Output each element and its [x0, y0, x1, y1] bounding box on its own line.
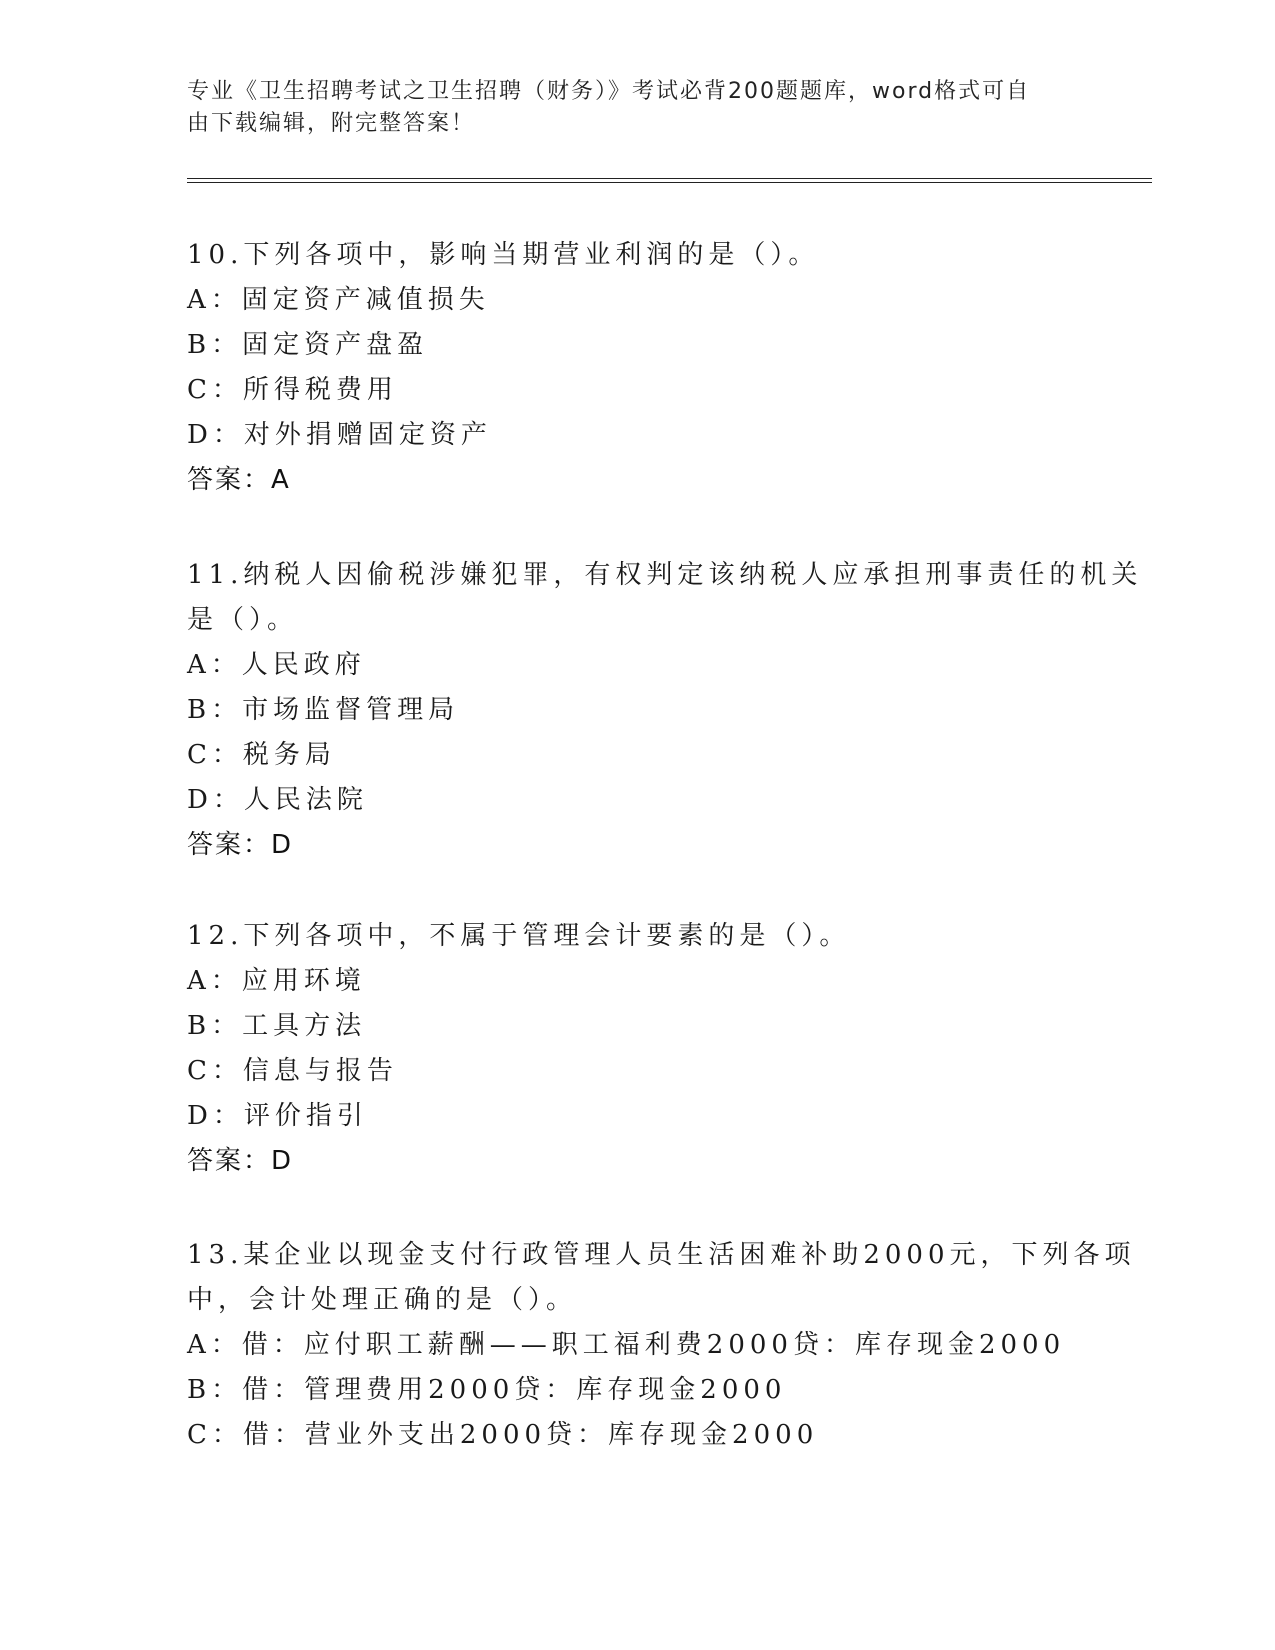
option-d: D：对外捐赠固定资产: [187, 420, 492, 450]
question-stem-line: 11.纳税人因偷税涉嫌犯罪，有权判定该纳税人应承担刑事责任的机关: [187, 560, 1143, 590]
option-b: B：借：管理费用2000贷：库存现金2000: [187, 1375, 787, 1405]
question-stem: [187, 914, 1067, 959]
option-a: A：应用环境: [187, 966, 366, 996]
option-c: C：税务局: [187, 740, 336, 770]
question-stem: [187, 233, 1067, 278]
question-stem: [187, 553, 1143, 643]
option-d: D：人民法院: [187, 785, 368, 815]
question-stem-line: 13.某企业以现金支付行政管理人员生活困难补助2000元，下列各项: [187, 1240, 1136, 1270]
option-c: C：借：营业外支出2000贷：库存现金2000: [187, 1420, 819, 1450]
question-13: [187, 1233, 1136, 1458]
header-line-2: 由下载编辑，附完整答案！: [187, 111, 476, 136]
option-d: D：评价指引: [187, 1101, 368, 1131]
question-stem-line: 10.下列各项中，影响当期营业利润的是（）。: [187, 240, 820, 270]
answer-label: 答案：D: [187, 1146, 294, 1176]
question-12: [187, 914, 1067, 1184]
question-11: [187, 553, 1143, 868]
document-header: [187, 76, 1057, 140]
answer-label: 答案：A: [187, 465, 291, 495]
question-stem: [187, 1233, 1136, 1323]
answer-label: 答案：D: [187, 830, 294, 860]
option-b: B：市场监督管理局: [187, 695, 460, 725]
option-b: B：工具方法: [187, 1011, 367, 1041]
header-line-1: 专业《卫生招聘考试之卫生招聘（财务）》考试必背200题题库，word格式可自: [187, 79, 1031, 104]
option-a: A：借：应付职工薪酬——职工福利费2000贷：库存现金2000: [187, 1330, 1066, 1360]
header-divider-bottom: [187, 182, 1152, 183]
header-divider-top: [187, 178, 1152, 179]
question-10: [187, 233, 1067, 503]
option-c: C：信息与报告: [187, 1056, 398, 1086]
option-c: C：所得税费用: [187, 375, 398, 405]
question-stem-line: 中，会计处理正确的是（）。: [187, 1285, 578, 1315]
question-stem-line: 是（）。: [187, 605, 299, 635]
option-a: A：人民政府: [187, 650, 366, 680]
option-b: B：固定资产盘盈: [187, 330, 429, 360]
option-a: A：固定资产减值损失: [187, 285, 490, 315]
question-stem-line: 12.下列各项中，不属于管理会计要素的是（）。: [187, 921, 851, 951]
